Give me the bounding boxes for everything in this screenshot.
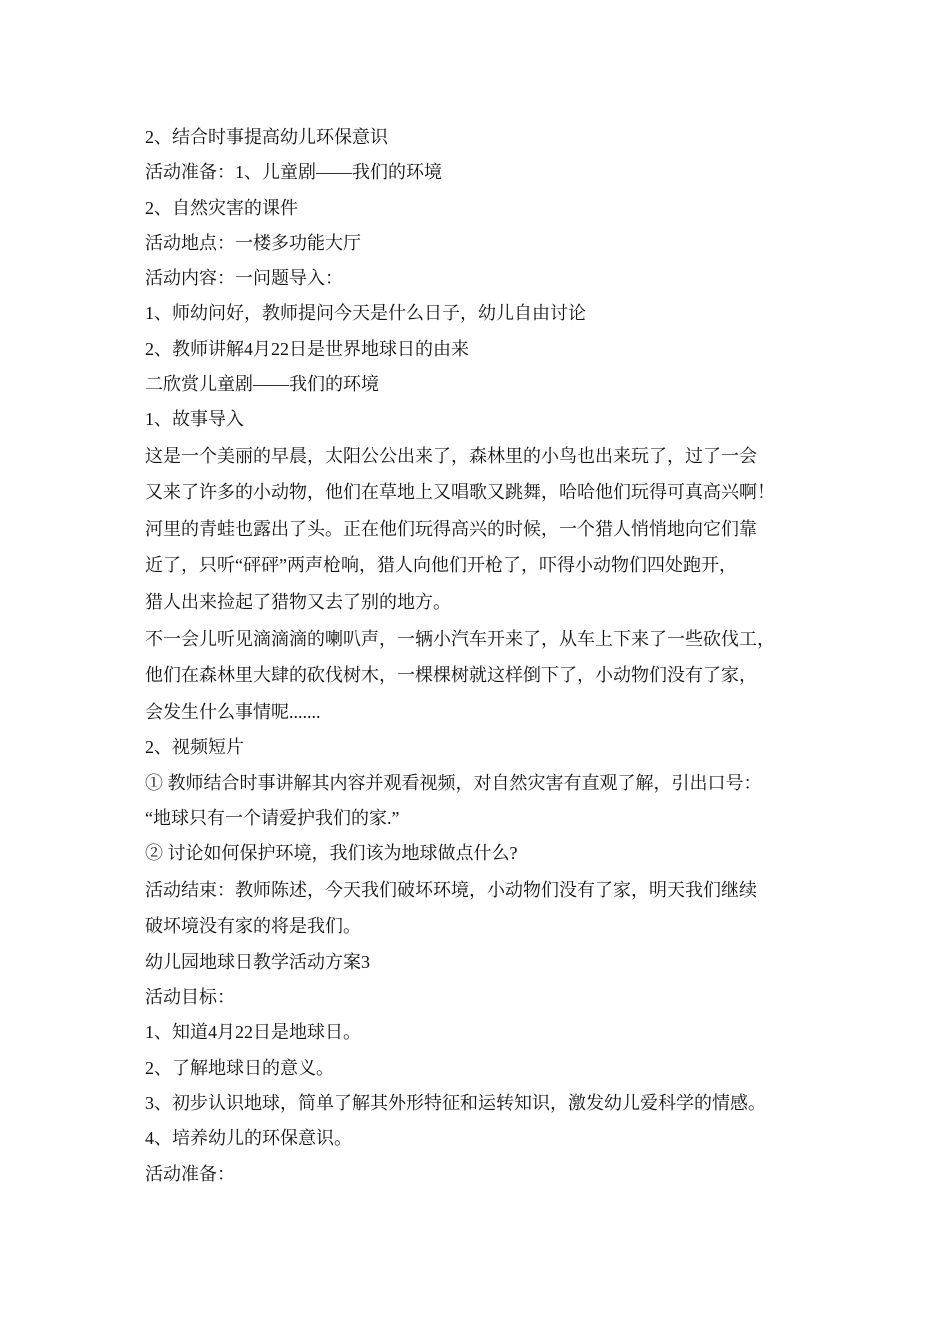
text-line: 活动准备： xyxy=(145,1163,235,1184)
ending-line: 活动结束：教师陈述，今天我们破坏环境，小动物们没有了家，明天我们继续 xyxy=(145,879,757,900)
goal-item: 3、初步认识地球，简单了解其外形特征和运转知识，激发幼儿爱科学的情感。 xyxy=(145,1092,766,1113)
text-line: 活动地点：一楼多功能大厅 xyxy=(145,232,361,253)
ending-paragraph xyxy=(145,872,825,945)
text-line: ① 教师结合时事讲解其内容并观看视频，对自然灾害有直观了解，引出口号： xyxy=(145,772,762,793)
text-line: 2、视频短片 xyxy=(145,737,244,758)
document-body xyxy=(145,120,825,1192)
text-line: 2、教师讲解4月22日是世界地球日的由来 xyxy=(145,338,469,359)
text-line: 二欣赏儿童剧——我们的环境 xyxy=(145,374,379,395)
goal-item: 4、培养幼儿的环保意识。 xyxy=(145,1128,352,1149)
text-line: 2、结合时事提高幼儿环保意识 xyxy=(145,127,388,147)
goal-item: 2、了解地球日的意义。 xyxy=(145,1057,334,1078)
story-line: 近了，只听“砰砰”两声枪响，猎人向他们开枪了，吓得小动物们四处跑开， xyxy=(145,555,737,576)
story-line: 他们在森林里大肆的砍伐树木，一棵棵树就这样倒下了，小动物们没有了家， xyxy=(145,665,757,686)
story-line: 河里的青蛙也露出了头。正在他们玩得高兴的时候，一个猎人悄悄地向它们靠 xyxy=(145,518,757,539)
text-line: 1、故事导入 xyxy=(145,409,244,430)
story-paragraph-1 xyxy=(145,438,825,621)
goal-item: 1、知道4月22日是地球日。 xyxy=(145,1022,361,1043)
ending-line: 破坏境没有家的将是我们。 xyxy=(145,916,361,937)
story-line: 又来了许多的小动物，他们在草地上又唱歌又跳舞，哈哈他们玩得可真高兴啊！ xyxy=(145,482,775,503)
text-line: ② 讨论如何保护环境，我们该为地球做点什么? xyxy=(145,843,518,864)
text-line: 活动内容：一问题导入： xyxy=(145,268,343,289)
story-line: 会发生什么事情呢....... xyxy=(145,701,321,722)
text-line: 活动目标： xyxy=(145,987,235,1008)
text-line: 活动准备：1、儿童剧——我们的环境 xyxy=(145,162,442,183)
section-title: 幼儿园地球日教学活动方案3 xyxy=(145,951,370,972)
story-paragraph-2 xyxy=(145,621,825,731)
story-line: 这是一个美丽的早晨，太阳公公出来了，森林里的小鸟也出来玩了，过了一会 xyxy=(145,445,757,466)
text-line: 1、师幼问好，教师提问今天是什么日子，幼儿自由讨论 xyxy=(145,303,586,324)
slogan-line: “地球只有一个请爱护我们的家.” xyxy=(145,808,400,829)
text-line: 2、自然灾害的课件 xyxy=(145,197,298,218)
story-line: 猎人出来捡起了猎物又去了别的地方。 xyxy=(145,592,451,613)
story-line: 不一会儿听见滴滴滴的喇叭声，一辆小汽车开来了，从车上下来了一些砍伐工， xyxy=(145,628,775,649)
